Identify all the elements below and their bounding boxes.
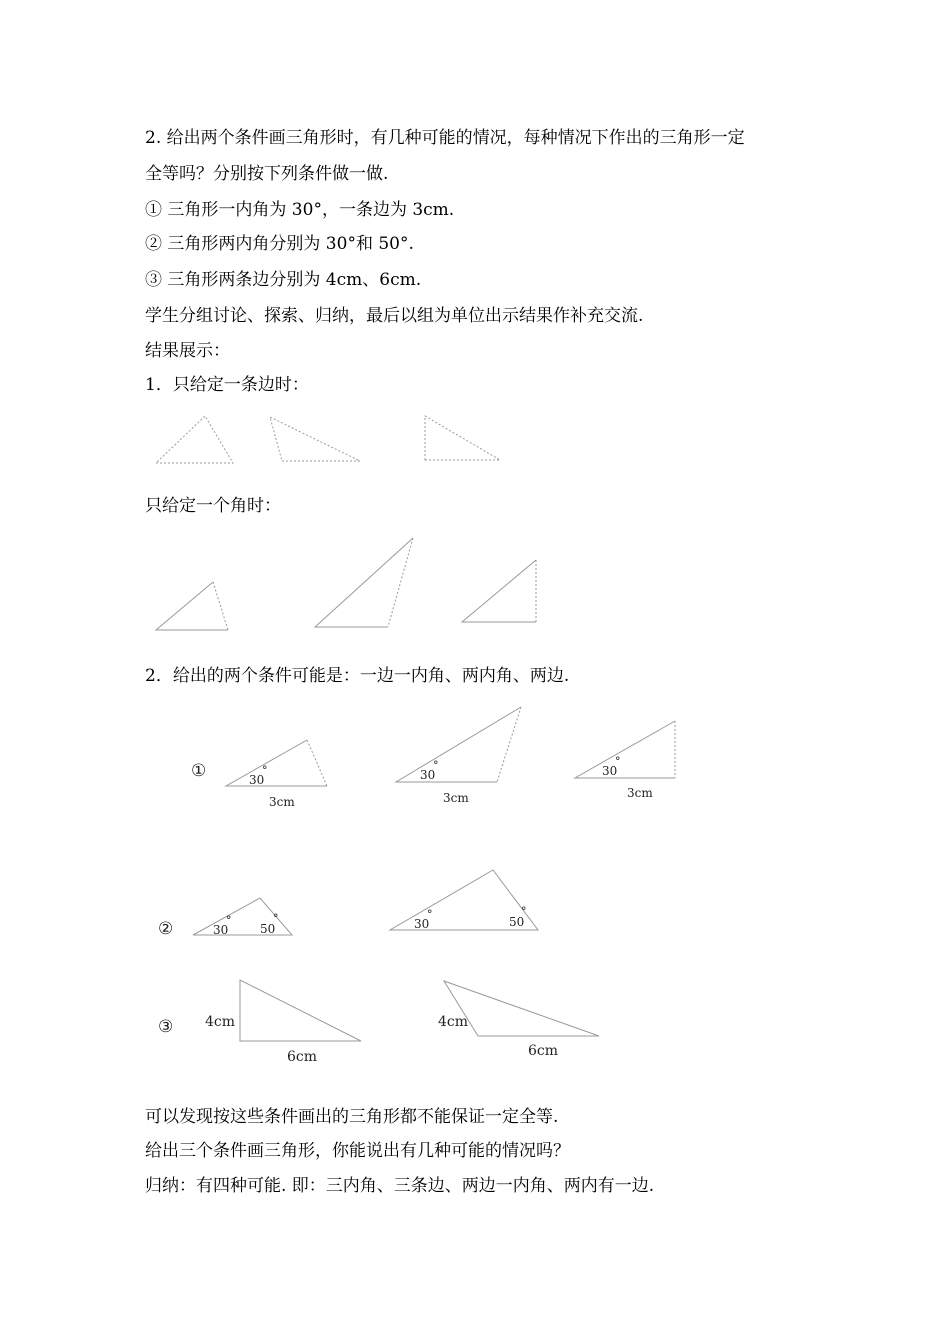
degree-mark: °	[521, 905, 527, 918]
side-label-3cm: 3cm	[269, 795, 295, 809]
side-label-3cm: 3cm	[443, 791, 469, 805]
angle-label-30: 30	[414, 917, 430, 931]
triangle-case1-b	[396, 707, 521, 782]
triangle-one-angle-3	[462, 560, 536, 622]
degree-mark: °	[433, 759, 439, 772]
heading-one-side: 1．只给定一条边时：	[145, 375, 309, 395]
conclusion-1: 可以发现按这些条件画出的三角形都不能保证一定全等.	[145, 1107, 559, 1127]
degree-mark: °	[427, 908, 433, 921]
condition-1: ① 三角形一内角为 30°，一条边为 3cm.	[145, 200, 455, 220]
triangle-one-angle-1	[156, 582, 228, 630]
degree-mark: °	[262, 764, 268, 777]
angle-label-50: 50	[260, 922, 276, 936]
side-label-4cm: 4cm	[205, 1014, 236, 1030]
paragraph-discussion: 学生分组讨论、探索、归纳，最后以组为单位出示结果作补充交流.	[145, 306, 644, 326]
angle-label-30: 30	[249, 773, 265, 787]
side-label-6cm: 6cm	[528, 1043, 559, 1059]
degree-mark: °	[615, 755, 621, 768]
triangle-one-angle-2	[315, 538, 413, 627]
degree-mark: °	[226, 914, 232, 927]
angle-label-30: 30	[213, 923, 229, 937]
paragraph-intro-2: 全等吗？分别按下列条件做一做.	[145, 164, 389, 184]
heading-one-angle: 只给定一个角时：	[145, 496, 281, 516]
triangle-case1-c	[575, 721, 675, 778]
angle-label-50: 50	[509, 915, 525, 929]
condition-2: ② 三角形两内角分别为 30°和 50°.	[145, 234, 414, 254]
angle-label-30: 30	[420, 768, 436, 782]
marker-case-3: ③	[158, 1017, 174, 1037]
paragraph-intro-1: 2. 给出两个条件画三角形时，有几种可能的情况，每种情况下作出的三角形一定	[145, 128, 745, 148]
triangle-case3-a	[240, 980, 361, 1041]
triangle-one-side-3	[425, 416, 500, 460]
conclusion-2: 给出三个条件画三角形，你能说出有几种可能的情况吗？	[145, 1141, 570, 1161]
triangle-one-side-1	[156, 416, 233, 463]
conclusion-3: 归纳：有四种可能. 即：三内角、三条边、两边一内角、两内有一边.	[145, 1176, 655, 1196]
side-label-4cm: 4cm	[438, 1014, 469, 1030]
heading-results: 结果展示：	[145, 341, 230, 361]
marker-case-2: ②	[158, 919, 174, 939]
side-label-6cm: 6cm	[287, 1049, 318, 1065]
condition-3: ③ 三角形两条边分别为 4cm、6cm.	[145, 270, 422, 290]
degree-mark: °	[273, 912, 279, 925]
heading-two-conditions: 2．给出的两个条件可能是：一边一内角、两内角、两边.	[145, 666, 570, 686]
triangle-one-side-2	[270, 417, 360, 461]
side-label-3cm: 3cm	[627, 786, 653, 800]
triangle-case1-a	[226, 740, 327, 786]
marker-case-1: ①	[191, 761, 207, 781]
angle-label-30: 30	[602, 764, 618, 778]
